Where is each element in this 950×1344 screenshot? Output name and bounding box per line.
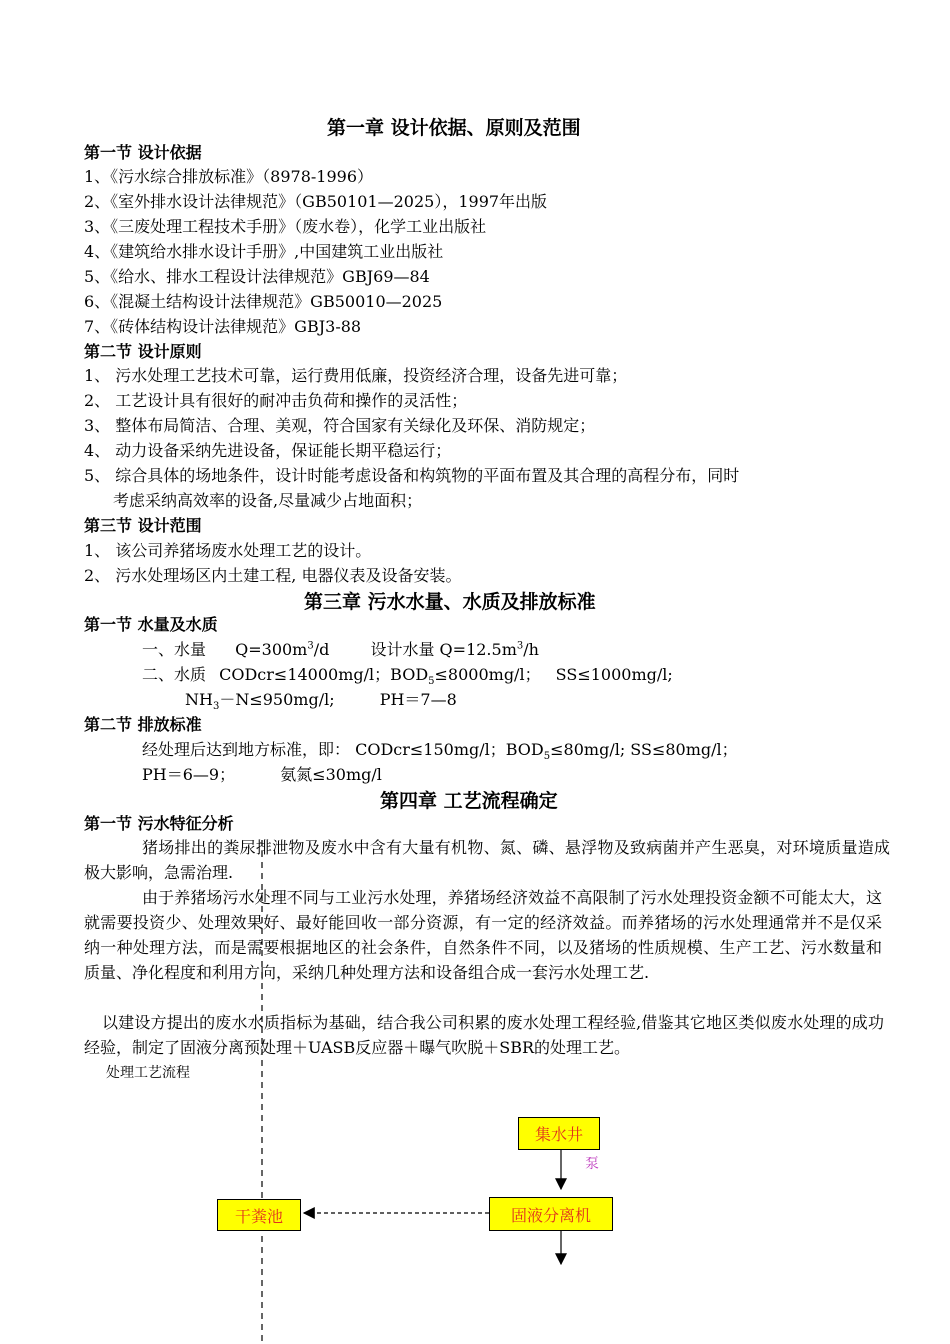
water-quantity-label: 一、水量 <box>142 640 207 659</box>
list-item: 2、《室外排水设计法律规范》（GB50101—2025），1997年出版 <box>84 192 548 211</box>
paragraph-2: 由于养猪场污水处理不同与工业污水处理，养猪场经济效益不高限制了污水处理投资金额不可能太大，这就需要投资少、处理效果好、最好能回收一部分资源，有一定的经济效益。而养猪场的污水处理通常并不是仅采纳一种处理方法，而是需要根据地区的社会条件，自然条件不同，以及猪场的性质规模、生产工艺、污水数量和质量、净化程度和利用方向，采纳几种处理方法和设备组合成一套污水处理工艺. <box>84 888 882 982</box>
chapter-3-title: 第三章 污水水量、水质及排放标准 <box>304 591 596 613</box>
dry-manure-pit-box: 干粪池 <box>217 1199 301 1231</box>
bod-value: $BOD_5\le 8000mg/l$； <box>390 665 541 688</box>
pump-label: 泵 <box>585 1156 599 1172</box>
section-principles-title: 第二节 设计原则 <box>84 342 202 361</box>
collection-well-box: 集水井 <box>518 1117 600 1150</box>
ph-value: PH＝7—8 <box>379 690 457 709</box>
list-item: 4、 动力设备采纳先进设备，保证能长期平稳运行； <box>84 441 452 460</box>
ss-value: SS≤1000mg/l; <box>555 665 673 684</box>
list-item: 6、《混凝土结构设计法律规范》GB50010—2025 <box>84 292 443 311</box>
paragraph-1: 猪场排出的粪尿排泄物及废水中含有大量有机物、氮、磷、悬浮物及致病菌并产生恶臭，对环境质量造成极大影响，急需治理. <box>84 838 890 882</box>
list-item: 4、《建筑给水排水设计手册》,中国建筑工业出版社 <box>84 242 444 261</box>
list-item: 2、 污水处理场区内土建工程, 电器仪表及设备安装。 <box>84 566 462 585</box>
flow-label: 处理工艺流程 <box>106 1065 190 1081</box>
list-item: 1、《污水综合排放标准》（8978-1996） <box>84 167 374 186</box>
section-quantity-title: 第一节 水量及水质 <box>84 615 218 634</box>
section-basis-title: 第一节 设计依据 <box>84 143 202 162</box>
paragraph-3: 以建设方提出的废水水质指标为基础，结合我公司积累的废水处理工程经验,借鉴其它地区类似废水处理的成功经验，制定了固液分离预处理＋UASB反应器＋曝气吹脱＋SBR的处理工艺。 <box>84 1013 884 1057</box>
solid-liquid-separator-box: 固液分离机 <box>489 1197 613 1231</box>
cod-value: CODcr≤14000mg/l； <box>219 665 391 684</box>
discharge-line-1: 经处理后达到地方标准，即： CODcr≤150mg/l；$BOD_5\le 80mg/l$; SS≤80mg/l； <box>142 740 738 763</box>
discharge-line-2: PH＝6—9； 氨氮≤30mg/l <box>142 765 382 784</box>
list-item: 3、《三废处理工程技术手册》（废水卷），化学工业出版社 <box>84 217 487 236</box>
chapter-4-title: 第四章 工艺流程确定 <box>380 790 558 812</box>
list-item: 1、 污水处理工艺技术可靠，运行费用低廉，投资经济合理，设备先进可靠； <box>84 366 628 385</box>
list-item: 7、《砖体结构设计法律规范》GBJ3-88 <box>84 317 362 336</box>
list-item: 5、 综合具体的场地条件，设计时能考虑设备和构筑物的平面布置及其合理的高程分布，同时 <box>84 466 740 485</box>
design-quantity-value: 设计水量 $Q=12.5m^3/h$ <box>370 640 539 659</box>
chapter-1-title: 第一章 设计依据、原则及范围 <box>327 117 581 139</box>
list-item-continuation: 考虑采纳高效率的设备,尽量减少占地面积； <box>113 491 423 510</box>
list-item: 3、 整体布局简洁、合理、美观，符合国家有关绿化及环保、消防规定； <box>84 416 596 435</box>
list-item: 5、《给水、排水工程设计法律规范》GBJ69—84 <box>84 267 430 286</box>
water-quantity-value: $Q=300m^3/d$ <box>235 640 330 659</box>
list-item: 1、 该公司养猪场废水处理工艺的设计。 <box>84 541 372 560</box>
water-quality-label: 二、水质 <box>142 665 207 684</box>
section-scope-title: 第三节 设计范围 <box>84 516 202 535</box>
list-item: 2、 工艺设计具有很好的耐冲击负荷和操作的灵活性； <box>84 391 468 410</box>
section-characteristics-title: 第一节 污水特征分析 <box>84 814 234 833</box>
section-discharge-title: 第二节 排放标准 <box>84 715 202 734</box>
nh3n-value: $NH_3-N\le 950mg/l$; <box>185 690 335 713</box>
